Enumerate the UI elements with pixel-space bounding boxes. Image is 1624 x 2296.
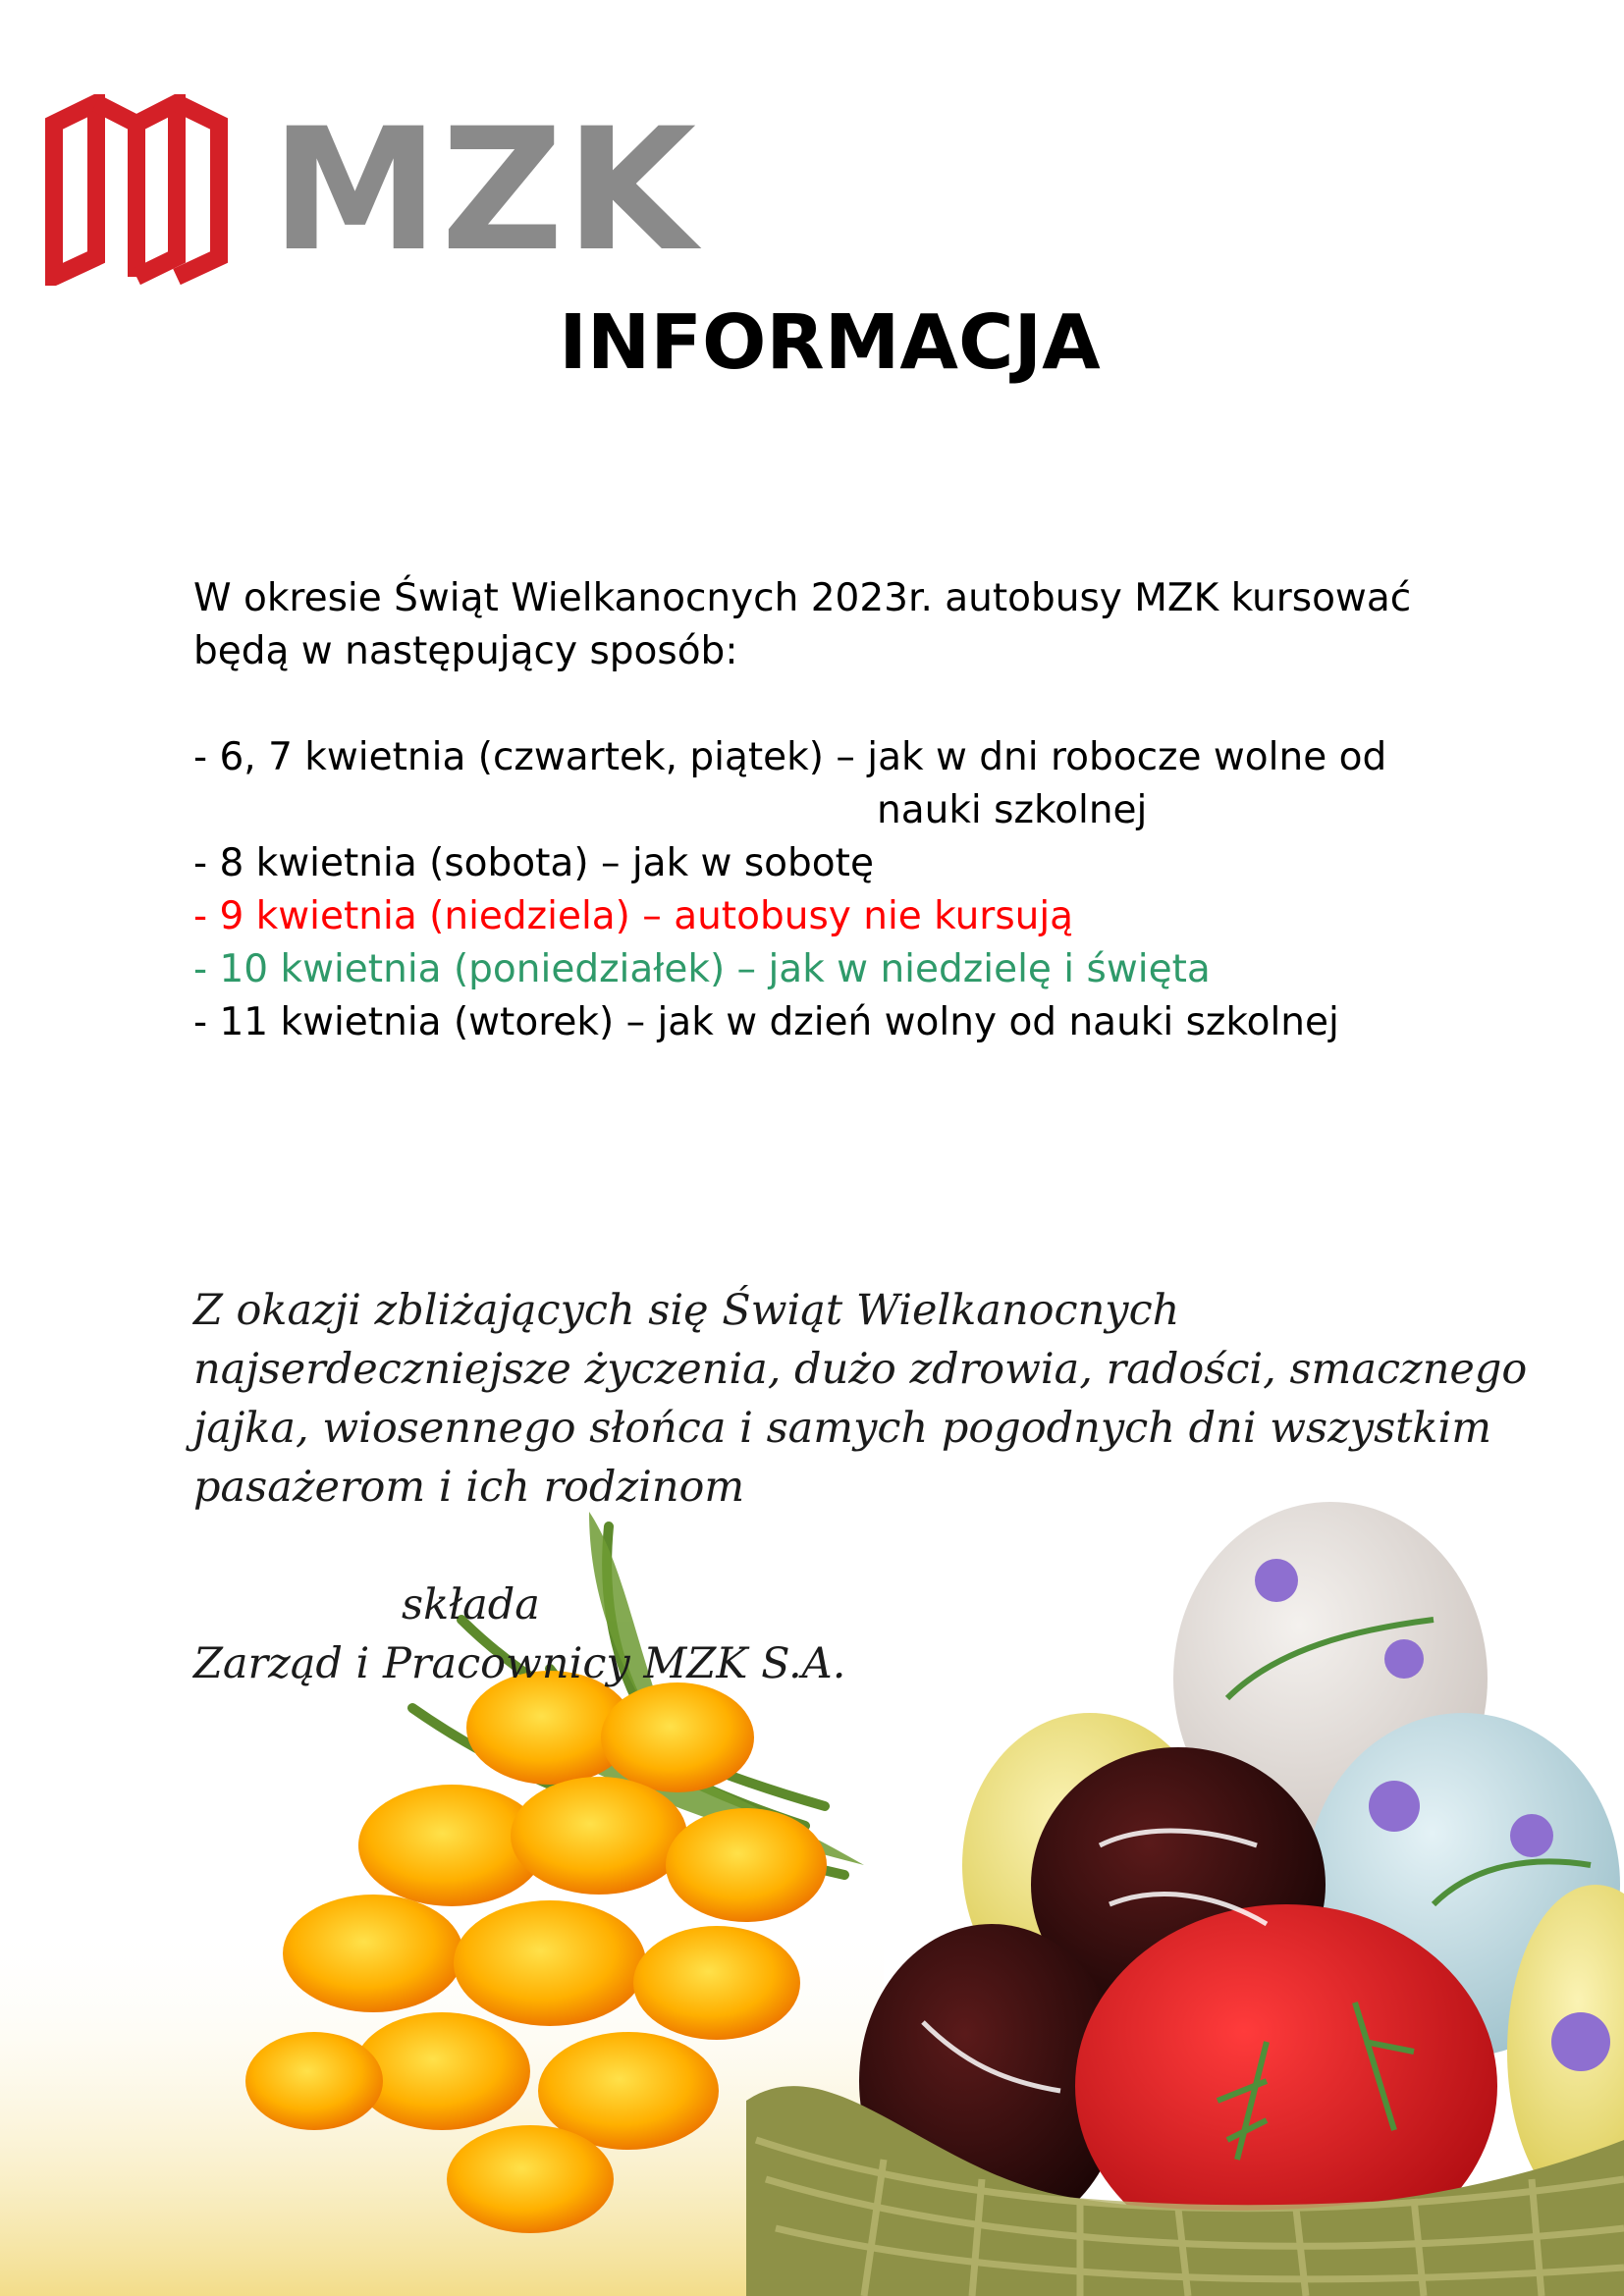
intro-line-1: W okresie Świąt Wielkanocnych 2023r. autobusy MZK kursować: [193, 576, 1412, 620]
mzk-logo-text: MZK: [271, 91, 699, 289]
greeting-line-1: Z okazji zbliżających się Świąt Wielkanocnych: [193, 1286, 1180, 1335]
schedule-item-apr-9: - 9 kwietnia (niedziela) – autobusy nie kursują: [193, 894, 1074, 938]
greeting-line-3: jajka, wiosennego słońca i samych pogodnych dni wszystkim: [193, 1404, 1491, 1453]
schedule-item-apr-8: - 8 kwietnia (sobota) – jak w sobotę: [193, 841, 874, 885]
schedule-item-apr-6-7: - 6, 7 kwietnia (czwartek, piątek) – jak w dni robocze wolne od: [193, 735, 1387, 779]
easter-greeting: [193, 1281, 1528, 1693]
signature-label: składa: [402, 1580, 540, 1629]
schedule-item-apr-11: - 11 kwietnia (wtorek) – jak w dzień wolny od nauki szkolnej: [193, 1000, 1339, 1044]
mzk-logo: [45, 91, 699, 289]
schedule-item-apr-10: - 10 kwietnia (poniedziałek) – jak w niedzielę i święta: [193, 947, 1211, 991]
mzk-logo-mark-icon: [45, 94, 228, 286]
schedule-section: [193, 572, 1519, 1049]
greeting-line-2: najserdeczniejsze życzenia, dużo zdrowia, radości, smacznego: [193, 1345, 1528, 1394]
intro-line-2: będą w następujący sposób:: [193, 629, 738, 673]
signature-name: Zarząd i Pracownicy MZK S.A.: [193, 1639, 846, 1688]
schedule-item-apr-6-7-cont: nauki szkolnej: [877, 788, 1148, 832]
page-title: INFORMACJA: [559, 299, 1101, 387]
greeting-line-4: pasażerom i ich rodzinom: [193, 1463, 745, 1512]
